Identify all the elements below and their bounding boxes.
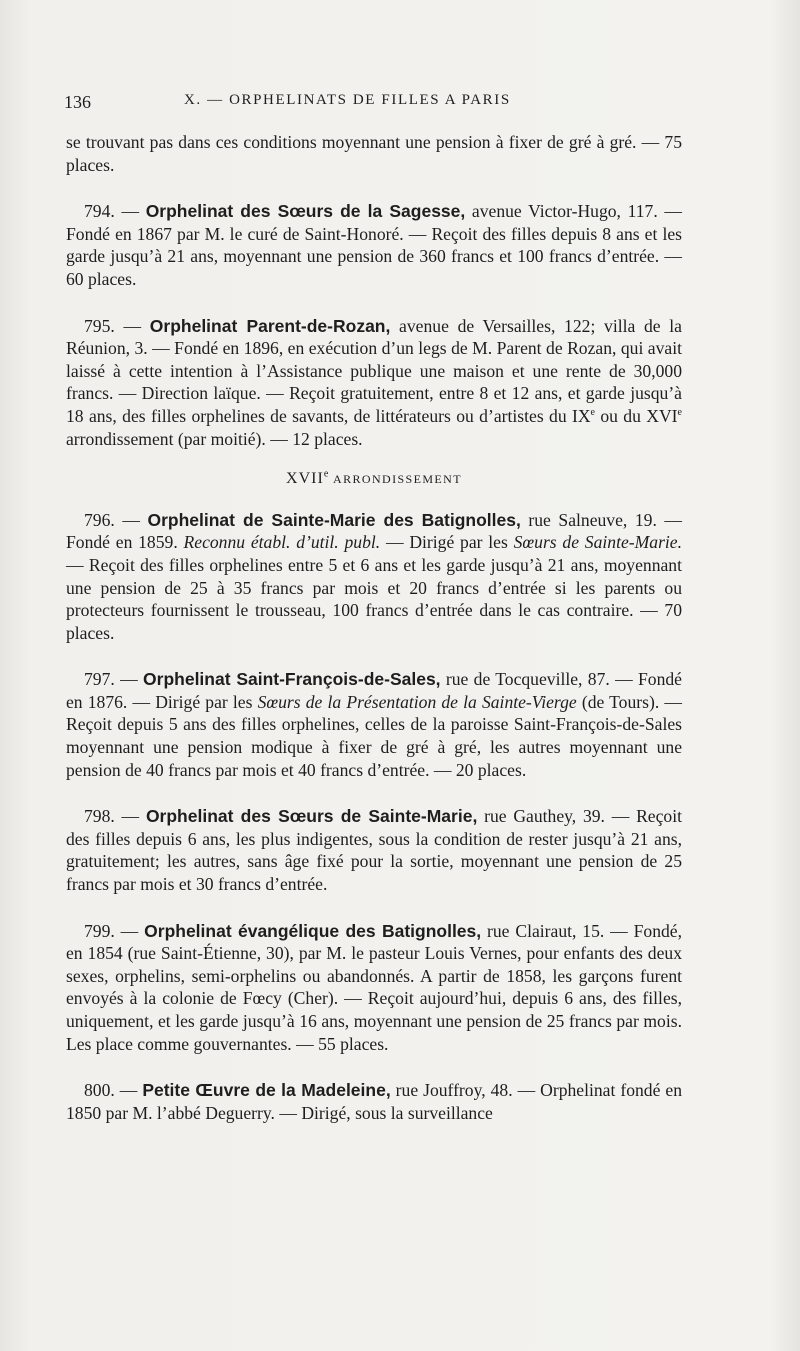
entry-number: 795. — xyxy=(84,315,150,336)
entry-794 xyxy=(66,200,682,290)
page-number: 136 xyxy=(64,92,91,112)
section-label: ARRONDISSEMENT xyxy=(329,472,462,487)
entry-italic: Reconnu établ. d’util. publ. xyxy=(183,532,381,553)
entry-text: rue de Tocqueville, 87. — Fondé en 1876. — Dirigé par les xyxy=(66,669,682,712)
page-header xyxy=(64,92,684,114)
entry-text: ou du XVI xyxy=(595,405,678,426)
entry-number: 799. — xyxy=(84,920,145,941)
entry-text: — Dirigé par les xyxy=(380,532,514,553)
entry-text: rue Jouffroy, 48. — Orphelinat fondé en 1850 par M. l’abbé Deguerry. — Dirigé, sous la surveillance xyxy=(66,1080,682,1123)
entry-number: 794. — xyxy=(84,201,146,222)
entry-title: Orphelinat évangélique des Batignolles, xyxy=(144,920,482,941)
superscript: e xyxy=(677,407,682,419)
entry-title: Orphelinat Parent-de-Rozan, xyxy=(149,315,391,336)
entry-800 xyxy=(66,1079,682,1124)
entry-799 xyxy=(66,920,682,1056)
entry-text: arrondissement (par moitié). — 12 places. xyxy=(66,428,363,449)
entry-text: rue Salneuve, 19. — Fondé en 1859. xyxy=(66,509,682,553)
running-head: X. — ORPHELINATS DE FILLES A PARIS xyxy=(184,92,511,108)
entry-text: rue Gauthey, 39. — Reçoit des filles depuis 6 ans, les plus indigentes, sous la condition de rester jusqu’à 21 ans, gratuitement; les autres, sans âge fixé pour la sortie, moyennant une pension de 25 francs par mois et 30 francs d’entrée. xyxy=(66,806,682,895)
entry-italic: Sœurs de Sainte-Marie. xyxy=(513,532,683,553)
section-heading xyxy=(66,468,682,491)
entry-title: Orphelinat de Sainte-Marie des Batignolles, xyxy=(147,509,521,530)
entry-text: se trouvant pas dans ces conditions moyennant une pension à fixer de gré à gré. — 75 places. xyxy=(66,132,682,175)
entry-number: 797. — xyxy=(84,669,144,690)
entry-number: 796. — xyxy=(84,509,148,530)
entry-797 xyxy=(66,668,682,781)
entry-796 xyxy=(66,509,682,645)
page-body xyxy=(66,131,682,1148)
entry-text: — Reçoit des filles orphelines entre 5 et 6 ans et les garde jusqu’à 21 ans, moyennant une pension de 25 à 35 francs par mois et 20 francs d’entrée si les parents ou protecteurs fournissent le trousseau, 100 francs d’entrée dans le cas contraire. — 70 places. xyxy=(66,554,682,643)
entry-continuation xyxy=(66,131,682,176)
superscript: e xyxy=(323,468,330,480)
entry-number: 800. — xyxy=(84,1080,143,1101)
entry-text: (de Tours). — Reçoit depuis 5 ans des filles orphelines, celles de la paroisse Saint-François-de-Sales moyennant une pension modique à fixer de gré à gré, les autres moyennant une pension de 40 francs par mois et 40 francs d’entrée. — 20 places. xyxy=(66,691,682,780)
entry-795 xyxy=(66,315,682,451)
entry-title: Orphelinat des Sœurs de la Sagesse, xyxy=(145,201,466,222)
section-roman: XVII xyxy=(286,470,324,488)
entry-798 xyxy=(66,805,682,895)
entry-text: rue Clairaut, 15. — Fondé, en 1854 (rue Saint-Étienne, 30), par M. le pasteur Louis Vernes, pour enfants des deux sexes, orphelins, semi-orphelins ou abandonnés. A partir de 1858, les garçons furent envoyés à la colonie de Fœcy (Cher). — Reçoit aujourd’hui, depuis 6 ans, des filles, uniquement, et les garde jusqu’à 16 ans, moyennant une pension de 25 francs par mois. Les place comme gouvernantes. — 55 places. xyxy=(66,920,683,1054)
entry-title: Petite Œuvre de la Madeleine, xyxy=(142,1080,391,1101)
entry-text: avenue Victor-Hugo, 117. — Fondé en 1867 par M. le curé de Saint-Honoré. — Reçoit des filles depuis 8 ans et les garde jusqu’à 21 ans, moyennant une pension de 360 francs et 100 francs d’entrée. — 60 places. xyxy=(66,201,682,289)
entry-title: Orphelinat des Sœurs de Sainte-Marie, xyxy=(145,806,478,827)
entry-number: 798. — xyxy=(84,806,146,827)
superscript: e xyxy=(590,407,595,419)
entry-text: avenue de Versailles, 122; villa de la Réunion, 3. — Fondé en 1896, en exécution d’un legs de M. Parent de Rozan, qui avait laissé à cette intention à l’Assistance publique une maison et une rente de 30,000 francs. — Direction laïque. — Reçoit gratuitement, entre 8 et 12 ans, et garde jusqu’à 18 ans, des filles orphelines de savants, de littérateurs ou d’artistes du IX xyxy=(66,315,682,426)
entry-title: Orphelinat Saint-François-de-Sales, xyxy=(143,669,441,690)
entry-italic: Sœurs de la Présentation de la Sainte-Vierge xyxy=(257,691,577,712)
